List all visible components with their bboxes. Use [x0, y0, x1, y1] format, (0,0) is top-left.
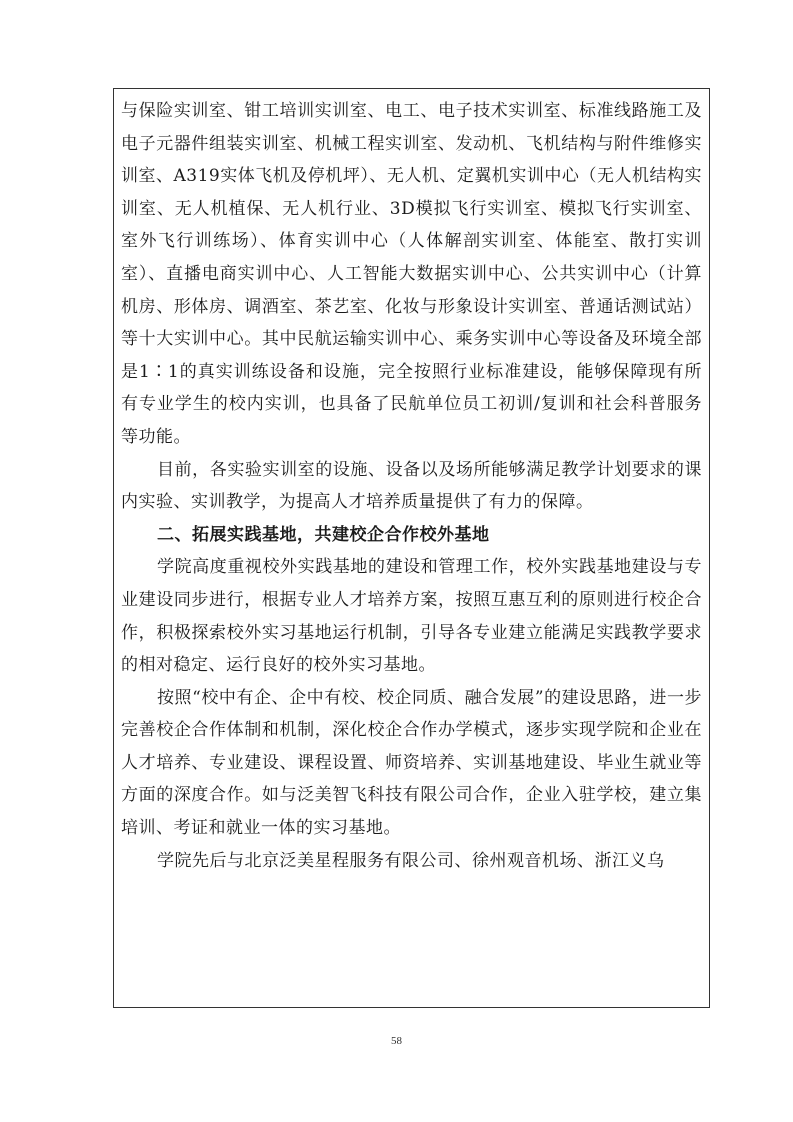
paragraph-training-centers: 与保险实训室、钳工培训实训室、电工、电子技术实训室、标准线路施工及电子元器件组装实训室、机械工程实训室、发动机、飞机结构与附件维修实训室、A319实体飞机及停机坪）、无人机、定翼机实训中心（无人机结构实训室、无人机植保、无人机行业、3D模拟飞行实训室、模拟飞行实训室、室外飞行训练场）、体育实训中心（人体解剖实训室、体能室、散打实训室）、直播电商实训中心、人工智能大数据实训中心、公共实训中心（计算机房、形体房、调酒室、茶艺室、化妆与形象设计实训室、普通话测试站）等十大实训中心。其中民航运输实训中心、乘务实训中心等设备及环境全部是1∶1的真实训练设备和设施，完全按照行业标准建设，能够保障现有所有专业学生的校内实训，也具备了民航单位员工初训/复训和社会科普服务等功能。 [121, 101, 702, 447]
paragraph-current-facilities: 目前，各实验实训室的设施、设备以及场所能够满足教学计划要求的课内实验、实训教学，为提高人才培养质量提供了有力的保障。 [121, 459, 702, 513]
paragraph-partners: 学院先后与北京泛美星程服务有限公司、徐州观音机场、浙江义乌 [157, 850, 665, 871]
paragraph-external-bases: 学院高度重视校外实践基地的建设和管理工作，校外实践基地建设与专业建设同步进行，根据专业人才培养方案，按照互惠互利的原则进行校企合作，积极探索校外实习基地运行机制，引导各专业建立能满足实践教学要求的相对稳定、运行良好的校外实习基地。 [121, 557, 702, 676]
section-heading: 二、拓展实践基地，共建校企合作校外基地 [157, 524, 490, 545]
page-number: 58 [391, 1035, 402, 1047]
document-body [121, 95, 702, 877]
paragraph-school-enterprise: 按照“校中有企、企中有校、校企同质、融合发展”的建设思路，进一步完善校企合作体制和机制，深化校企合作办学模式，逐步实现学院和企业在人才培养、专业建设、课程设置、师资培养、实训基地建设、毕业生就业等方面的深度合作。如与泛美智飞科技有限公司合作，企业入驻学校，建立集培训、考证和就业一体的实习基地。 [121, 687, 702, 839]
